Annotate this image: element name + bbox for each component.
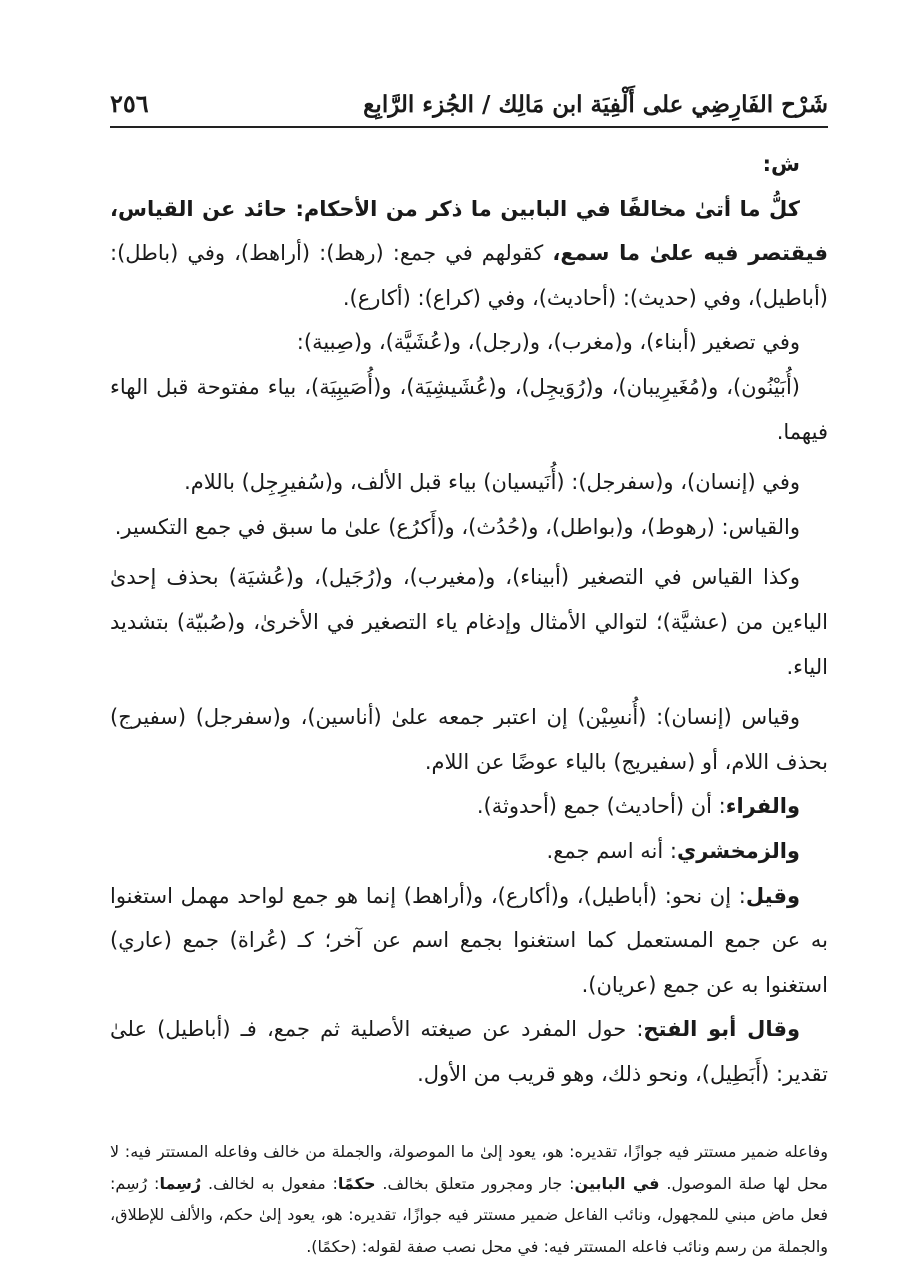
paragraph-8-text: : أن (أحاديث) جمع (أحدوثة). <box>476 794 726 819</box>
paragraph-11-bold: وقال أبو الفتح <box>643 1017 801 1042</box>
footnote-part-1: وفاعله ضمير مستتر فيه جوازًا، تقديره: هو، يعود إلىٰ ما الموصولة، والجملة من خالف وفاعله المستتر فيه: لا محل لها صلة الموصول. <box>110 1142 829 1193</box>
paragraph-3: (أُبَيْنُون)، و(مُغَيرِيبان)، و(رُوَيجِل)، و(عُشَيشِيَة)، و(أُصَيبِيَة)، بياء مفتوحة قبل الهاء فيهما. <box>110 374 828 444</box>
running-title: شَرْح الفَارِضِي على أَلْفِيَة ابن مَالِك / الجُزء الرَّابِع <box>363 91 828 118</box>
footnote-term-1: في البابين <box>574 1173 660 1193</box>
paragraph-7: وقياس (إنسان): (أُنسِيْن) إن اعتبر جمعه علىٰ (أناسين)، و(سفرجل) (سفيرج) بحذف اللام، أو (سفيريج) بالياء عوضًا عن اللام. <box>110 705 828 774</box>
footnote-part-4: : رُسِم: فعل ماض مبني للمجهول، ونائب الفاعل ضمير مستتر فيه جوازًا، تقديره: هو، يعود إلىٰ حكم، والألف للإطلاق، والجملة من رسم ونائب فاعله المستتر فيه: في محل نصب صفة لقوله: (حكمًا). <box>110 1173 828 1256</box>
paragraph-6: وكذا القياس في التصغير (أبيناء)، و(مغيرب)، و(رُجَيل)، و(عُشيَة) بحذف إحدىٰ الياءين من (عشيَّة)؛ لتوالي الأمثال وإدغام ياء التصغير في الأخرىٰ، و(صُبيّة) بتشديد الياء. <box>110 565 828 679</box>
paragraph-1 <box>110 187 828 321</box>
book-page <box>110 70 828 1262</box>
paragraph-2: وفي تصغير (أبناء)، و(مغرب)، و(رجل)، و(عُشَيَّة)، و(صِبية): <box>296 330 800 355</box>
paragraph-8-bold: والفراء <box>725 794 800 819</box>
paragraph-11 <box>110 1007 828 1096</box>
paragraph-9 <box>110 829 828 874</box>
paragraph-9-text: : أنه اسم جمع. <box>546 838 677 863</box>
paragraph-1-text: كقولهم في جمع: (رهط): (أراهط)، وفي (باطل): (أباطيل)، وفي (حديث): (أحاديث)، وفي (كراع): (أكارع). <box>110 241 828 310</box>
footnote-part-2: : جار ومجرور متعلق بخالف. <box>382 1173 575 1193</box>
paragraph-1-bold: كلُّ ما أتىٰ مخالفًا في البابين ما ذكر من الأحكام: حائد عن القياس، فيقتصر فيه علىٰ ما سمع، <box>110 196 829 266</box>
footnote-part-3: : مفعول به لخالف. <box>208 1173 338 1193</box>
commentary-marker: ش: <box>762 152 800 176</box>
paragraph-11-text: : حول المفرد عن صيغته الأصلية ثم جمع، فـ (أباطيل) علىٰ تقدير: (أَبَطِيل)، ونحو ذلك، وهو قريب من الأول. <box>110 1017 828 1086</box>
paragraph-9-bold: والزمخشري <box>676 838 800 863</box>
footnote-term-3: رُسِما <box>159 1173 202 1193</box>
paragraph-4: وفي (إنسان)، و(سفرجل): (أُنَيسيان) بياء قبل الألف، و(سُفيرِجِل) باللام. <box>184 470 800 495</box>
paragraph-5: والقياس: (رهوط)، و(بواطل)، و(حُدُث)، و(أَكرُع) علىٰ ما سبق في جمع التكسير. <box>114 514 800 539</box>
page-header <box>110 70 828 128</box>
main-text <box>110 142 828 1096</box>
paragraph-8 <box>110 784 828 829</box>
page-number: ٢٥٦ <box>110 89 149 118</box>
footnote-text <box>110 1136 828 1262</box>
footnote-term-2: حكمًا <box>337 1173 376 1193</box>
paragraph-10-bold: وقيل <box>745 883 800 908</box>
footnotes <box>110 1136 828 1262</box>
paragraph-10 <box>110 874 828 1008</box>
paragraph-10-text: : إن نحو: (أباطيل)، و(أكارع)، و(أراهط) إنما هو جمع لواحد مهمل استغنوا به عن جمع المستعمل كما استغنوا بجمع اسم عن آخر؛ كـ (عُراة) جمع (عاري) استغنوا به عن جمع (عريان). <box>110 883 828 997</box>
